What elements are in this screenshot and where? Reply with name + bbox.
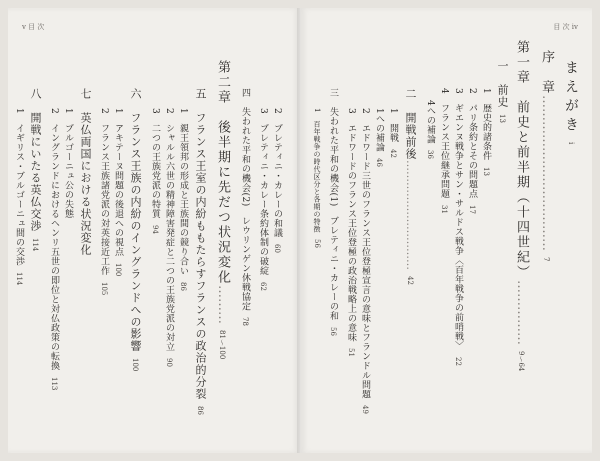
entry-title: 1への補論 — [374, 108, 384, 153]
toc-entry-section-1[interactable] — [497, 60, 508, 123]
toc-entry-section-8[interactable] — [30, 88, 41, 251]
right-page-header: 目 次 iv — [553, 23, 578, 31]
entry-title: 1 親王領邦の形成と王族間の競り合い — [178, 108, 188, 276]
leader-dots: …………… — [514, 280, 529, 345]
toc-entry-1-3[interactable] — [453, 88, 462, 366]
entry-title: 1 ブルゴーニュ公の失態 — [63, 108, 73, 219]
entry-page: 86 — [179, 281, 187, 291]
entry-page: 17 — [468, 204, 476, 214]
entry-page: 114 — [31, 238, 39, 252]
toc-entry-1-4-note[interactable] — [425, 100, 434, 159]
entry-title: まえがき — [563, 60, 579, 136]
entry-title: 1 開戦 — [388, 108, 398, 143]
entry-page: 56 — [329, 326, 337, 336]
toc-entry-7-2[interactable] — [49, 108, 58, 390]
entry-title: 1 歴史的諸条件 — [481, 88, 491, 161]
toc-entry-chapter-2[interactable] — [216, 60, 229, 359]
toc-entry-8-1[interactable] — [14, 108, 23, 286]
toc-entry-6-2[interactable] — [99, 108, 108, 295]
entry-page: 81〜100 — [218, 330, 226, 360]
entry-title: 第二章 後半期に先だつ状況変化 — [215, 60, 230, 285]
toc-entry-2-1-note[interactable] — [374, 108, 383, 167]
toc-entry-section-3[interactable] — [328, 88, 337, 336]
entry-page: 100 — [114, 262, 122, 277]
entry-page: 113 — [50, 376, 58, 391]
toc-entry-5-3[interactable] — [150, 108, 159, 234]
toc-entry-5-2[interactable] — [164, 108, 173, 367]
entry-title: 2 ブレティニ・カレーの和議 — [272, 108, 282, 238]
toc-entry-1-4[interactable] — [439, 88, 448, 214]
entry-title: 2 エドワード三世のフランス王位登極宣言の意味とフランドル問題 — [360, 108, 370, 400]
entry-page: 42 — [389, 148, 397, 158]
entry-page: 7 — [542, 257, 550, 262]
entry-page: 22 — [454, 356, 462, 366]
entry-page: 49 — [361, 405, 369, 415]
entry-title: 3 ブレティニ・カレー条約体制の破綻 — [258, 108, 268, 276]
entry-page: 60 — [273, 243, 281, 253]
toc-entry-3-1[interactable] — [313, 108, 320, 248]
toc-entry-maegaki[interactable] — [564, 60, 578, 144]
toc-entry-1-1[interactable] — [481, 88, 490, 176]
entry-page: 86 — [196, 406, 204, 415]
entry-page: 31 — [440, 204, 448, 214]
entry-page: 42 — [406, 276, 414, 285]
toc-entry-section-4[interactable] — [240, 88, 249, 326]
entry-page: 46 — [375, 158, 383, 168]
toc-entry-section-5[interactable] — [195, 88, 206, 415]
toc-entry-5-1[interactable] — [178, 108, 187, 291]
entry-title: 六 フランス王族の内紛のイングランドへの影響 — [129, 88, 142, 352]
entry-title: 八 開戦にいたる英仏交渉 — [29, 88, 42, 232]
entry-title: 七 英仏両国における状況変化 — [79, 88, 92, 256]
entry-title: 2 フランス王族諸党派の対英接近工作 — [99, 108, 109, 276]
toc-entry-chapter-1[interactable] — [515, 40, 528, 371]
entry-title: 1 イギリス・ブルゴーニュ間の交渉 — [14, 108, 24, 267]
entry-title: 3 ギエンヌ戦争とサン・サルドス戦争〈百年戦争の前哨戦〉 — [453, 88, 463, 351]
entry-page: 90 — [165, 357, 173, 367]
entry-title: 3 二つの王族党派の特質 — [150, 108, 160, 219]
left-page-header: v 目 次 — [22, 23, 45, 31]
entry-page: 13 — [482, 166, 490, 176]
toc-entry-7-1[interactable] — [63, 108, 72, 219]
toc-entry-joshou[interactable] — [540, 50, 553, 261]
entry-title: 二 開戦前後 — [404, 88, 417, 160]
toc-entry-2-3[interactable] — [346, 108, 355, 357]
entry-title: 2 シャルル六世の精神障害発症と二つの王族党派の対立 — [164, 108, 174, 352]
toc-entry-section-6[interactable] — [130, 88, 141, 371]
entry-title: 3 エドワードのフランス王位登極の政治戦略上の意味 — [346, 108, 356, 343]
entry-page: 13 — [498, 114, 506, 123]
toc-entry-3-3[interactable] — [258, 108, 267, 291]
entry-title: 四 失われた平和の機会(2) レウリンゲン休戦協定 — [240, 88, 250, 312]
entry-page: 51 — [347, 348, 355, 358]
entry-title: 五 フランス王室の内紛ももたらすフランスの政治的分裂 — [194, 88, 207, 400]
entry-page: 36 — [426, 150, 434, 160]
entry-page: 94 — [151, 224, 159, 234]
entry-title: 4 フランス王位継承問題 — [439, 88, 449, 199]
entry-title: 三 失われた平和の機会(1) ブレティニ・カレーの和 — [328, 88, 338, 321]
toc-entry-2-2[interactable] — [360, 108, 369, 414]
toc-entry-3-2[interactable] — [272, 108, 281, 253]
leader-dots: ……… — [215, 285, 230, 324]
entry-page: 78 — [241, 317, 249, 327]
entry-page: 62 — [259, 281, 267, 291]
entry-page: 9〜64 — [517, 351, 525, 372]
leader-dots: ……………………………… — [539, 95, 554, 251]
toc-entry-section-2[interactable] — [405, 88, 416, 285]
toc-entry-section-7[interactable] — [80, 88, 91, 256]
entry-title: 1 アキテーヌ問題の後退への視点 — [113, 108, 123, 257]
leader-dots: ………………………… — [404, 160, 417, 270]
entry-page: 56 — [313, 238, 321, 248]
entry-title: 1 百年戦争の時代区分と各期の特徴 — [313, 108, 321, 233]
entry-page: i — [567, 142, 575, 145]
entry-title: 2 イングランドにおけるヘンリ五世の即位と対仏政策の転換 — [49, 108, 59, 371]
toc-entry-2-1[interactable] — [388, 108, 397, 158]
toc-entry-1-2[interactable] — [467, 88, 476, 214]
entry-title: 2 パリ条約とその問題点 — [467, 88, 477, 199]
entry-title: 序 章 — [539, 50, 554, 95]
entry-page: 105 — [100, 281, 108, 296]
entry-page: 100 — [131, 358, 139, 372]
entry-title: 一 前史 — [496, 60, 509, 108]
entry-page: 114 — [15, 272, 23, 286]
entry-title: 第一章 前史と前半期（十四世紀） — [514, 40, 529, 280]
entry-title: 4への補論 — [425, 100, 435, 145]
toc-entry-6-1[interactable] — [113, 108, 122, 276]
